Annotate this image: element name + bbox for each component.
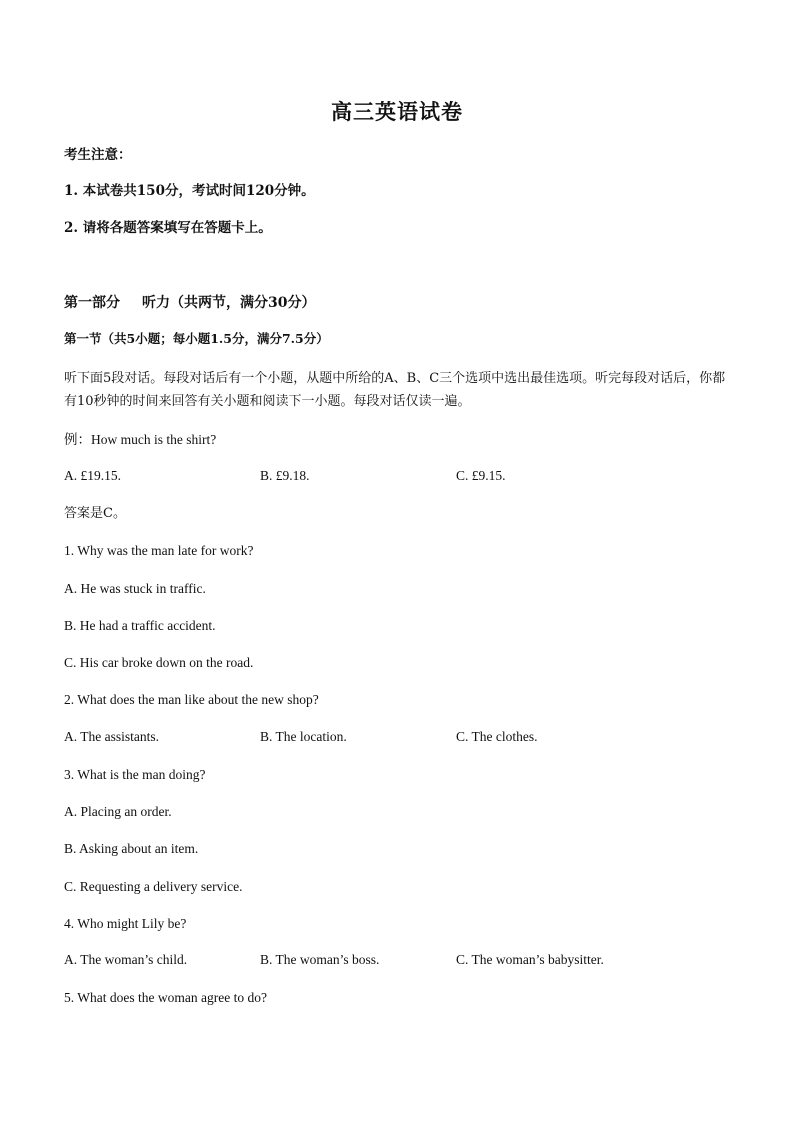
question-2: 2. What does the man like about the new shop? (64, 692, 319, 707)
notice-item-2: 2. 请将各题答案填写在答题卡上。 (64, 220, 272, 236)
example-option-c: C. £9.15. (456, 468, 506, 483)
question-3-option-a: A. Placing an order. (64, 804, 172, 819)
question-4: 4. Who might Lily be? (64, 916, 187, 931)
question-3-option-b: B. Asking about an item. (64, 841, 199, 856)
question-1-option-b: B. He had a traffic accident. (64, 618, 216, 633)
question-2-option-b: B. The location. (260, 729, 347, 744)
question-5: 5. What does the woman agree to do? (64, 990, 267, 1005)
section-title: 第一节（共5小题；每小题1.5分，满分7.5分） (64, 331, 329, 346)
example-option-a: A. £19.15. (64, 468, 121, 483)
question-1-option-a: A. He was stuck in traffic. (64, 581, 206, 596)
question-3: 3. What is the man doing? (64, 767, 206, 782)
example-option-b: B. £9.18. (260, 468, 310, 483)
example-question: 例：How much is the shirt? (64, 432, 217, 447)
question-2-options (64, 729, 724, 747)
question-2-option-c: C. The clothes. (456, 729, 538, 744)
page-title: 高三英语试卷 (331, 99, 463, 124)
question-2-option-a: A. The assistants. (64, 729, 159, 744)
part-name: 听力（共两节，满分30分） (142, 295, 316, 311)
question-3-option-c: C. Requesting a delivery service. (64, 879, 243, 894)
section-instructions: 听下面5段对话。每段对话后有一个小题，从题中所给的A、B、C三个选项中选出最佳选项。听完每段对话后，你都有10秒钟的时间来回答有关小题和阅读下一小题。每段对话仅读一遍。 (64, 371, 726, 409)
example-answer: 答案是C。 (64, 506, 126, 521)
part-title (64, 294, 315, 312)
question-1: 1. Why was the man late for work? (64, 543, 254, 558)
question-4-options (64, 952, 724, 970)
part-number: 第一部分 (64, 295, 120, 311)
question-4-option-a: A. The woman’s child. (64, 952, 188, 967)
notice-heading: 考生注意： (64, 147, 132, 163)
notice-item-1: 1. 本试卷共150分，考试时间120分钟。 (64, 183, 315, 199)
example-options (64, 468, 724, 486)
question-1-option-c: C. His car broke down on the road. (64, 655, 254, 670)
question-4-option-b: B. The woman’s boss. (260, 952, 380, 967)
question-4-option-c: C. The woman’s babysitter. (456, 952, 604, 967)
